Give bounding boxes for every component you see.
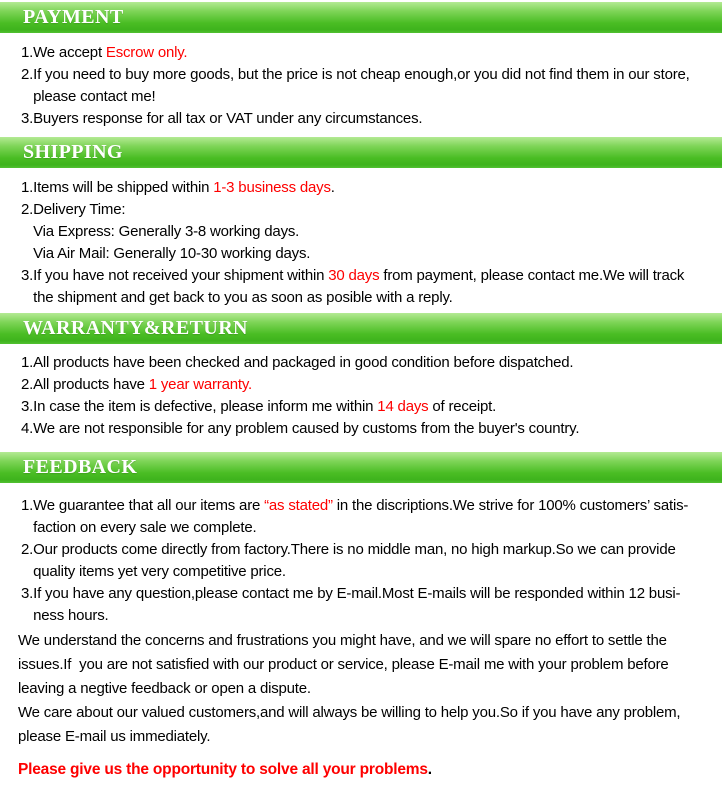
text-segment: 1 year warranty. [148,376,252,393]
item-text [33,495,720,539]
text-line [33,495,720,517]
list-item [21,539,720,583]
warranty-content [0,344,722,452]
paragraph [18,701,720,749]
text-line [33,287,720,309]
feedback-items [21,495,720,627]
feedback-content [0,483,722,793]
text-line: We understand the concerns and frustrations you might have, and we will spare no effort to settle the [18,632,667,649]
text-segment: “as stated” [264,497,333,514]
list-item [21,396,720,418]
item-text [33,352,720,374]
shipping-title: SHIPPING [23,141,123,163]
text-line [33,64,720,86]
payment-content [0,33,722,137]
text-segment: Delivery Time: [33,201,126,218]
text-segment: please contact me! [33,88,156,105]
list-item [21,199,720,265]
paragraph [18,629,720,701]
text-segment: Items will be shipped within [33,179,214,196]
list-item [21,108,720,130]
item-marker: 2. [21,66,34,83]
text-line [33,177,720,199]
text-segment: Our products come directly from factory.There is no middle man, no high markup.So we can provide [33,541,676,558]
list-item [21,64,720,108]
text-segment: quality items yet very competitive price. [33,563,286,580]
text-line [33,418,720,440]
text-line: We care about our valued customers,and will always be willing to help you.So if you have any problem, [18,704,681,721]
item-text [33,177,720,199]
text-line: please E-mail us immediately. [18,728,211,745]
list-item [21,583,720,627]
section-feedback [0,452,722,793]
text-segment: We are not responsible for any problem caused by customs from the buyer's country. [33,420,580,437]
text-line [33,352,720,374]
item-marker: 2. [21,201,34,218]
text-line: issues.If you are not satisfied with our product or service, please E-mail me with your problem before [18,656,669,673]
item-text [33,583,720,627]
text-line [33,108,720,130]
item-marker: 3. [21,585,34,602]
text-segment: In case the item is defective, please inform me within [33,398,378,415]
item-marker: 2. [21,376,34,393]
text-segment: Via Air Mail: Generally 10-30 working days. [33,245,311,262]
item-marker: 4. [21,420,34,437]
item-text [33,265,720,309]
text-segment: . [330,179,335,196]
item-marker: 1. [21,354,34,371]
item-text [33,108,720,130]
text-line [33,605,720,627]
item-marker: 3. [21,398,34,415]
text-segment: 1-3 business days [213,179,331,196]
section-shipping [0,137,722,313]
item-marker: 3. [21,267,34,284]
item-text [33,418,720,440]
text-segment: If you have not received your shipment within [33,267,329,284]
section-payment [0,2,722,137]
text-segment: in the discriptions.We strive for 100% customers’ satis- [332,497,689,514]
item-marker: 3. [21,110,34,127]
payment-title: PAYMENT [23,6,124,28]
text-line [33,539,720,561]
list-item [21,374,720,396]
list-item [21,265,720,309]
text-segment: All products have been checked and packaged in good condition before dispatched. [33,354,574,371]
item-marker: 1. [21,497,34,514]
text-line [33,561,720,583]
closing-period: . [427,761,432,778]
text-line [33,199,720,221]
text-line [33,243,720,265]
closing-red-text: Please give us the opportunity to solve all your problems [18,761,428,778]
text-line [33,517,720,539]
item-marker: 1. [21,44,34,61]
text-segment: Buyers response for all tax or VAT under any circumstances. [33,110,423,127]
text-line [33,265,720,287]
text-segment: from payment, please contact me.We will track [379,267,685,284]
section-warranty-return [0,313,722,452]
list-item [21,177,720,199]
closing-line [18,757,720,783]
feedback-header-bar [0,452,722,483]
text-segment: faction on every sale we complete. [33,519,257,536]
shipping-content [0,168,722,313]
item-text [33,42,720,64]
payment-header-bar [0,2,722,33]
text-line [33,583,720,605]
text-segment: We accept [33,44,106,61]
warranty-header-bar [0,313,722,344]
item-text [33,396,720,418]
text-segment: Via Express: Generally 3-8 working days. [33,223,300,240]
text-segment: the shipment and get back to you as soon as posible with a reply. [33,289,453,306]
text-line: leaving a negtive feedback or open a dispute. [18,680,311,697]
text-segment: If you need to buy more goods, but the price is not cheap enough,or you did not find them in our store, [33,66,690,83]
text-line [33,42,720,64]
text-segment: If you have any question,please contact me by E-mail.Most E-mails will be responded within 12 busi- [33,585,681,602]
list-item [21,418,720,440]
shipping-header-bar [0,137,722,168]
feedback-paragraphs [18,627,720,749]
text-segment: All products have [33,376,149,393]
text-segment: 30 days [328,267,380,284]
text-segment: ness hours. [33,607,109,624]
text-segment: We guarantee that all our items are [33,497,265,514]
text-segment: of receipt. [428,398,497,415]
text-segment: Escrow only. [105,44,188,61]
text-line [33,374,720,396]
list-item [21,42,720,64]
text-line [33,221,720,243]
item-text [33,64,720,108]
text-line [33,396,720,418]
item-text [33,199,720,265]
item-text [33,539,720,583]
text-line [33,86,720,108]
warranty-title: WARRANTY&RETURN [23,317,248,339]
item-marker: 1. [21,179,34,196]
seller-policy-page [0,2,722,793]
feedback-title: FEEDBACK [23,456,138,478]
item-text [33,374,720,396]
list-item [21,495,720,539]
text-segment: 14 days [377,398,429,415]
list-item [21,352,720,374]
item-marker: 2. [21,541,34,558]
